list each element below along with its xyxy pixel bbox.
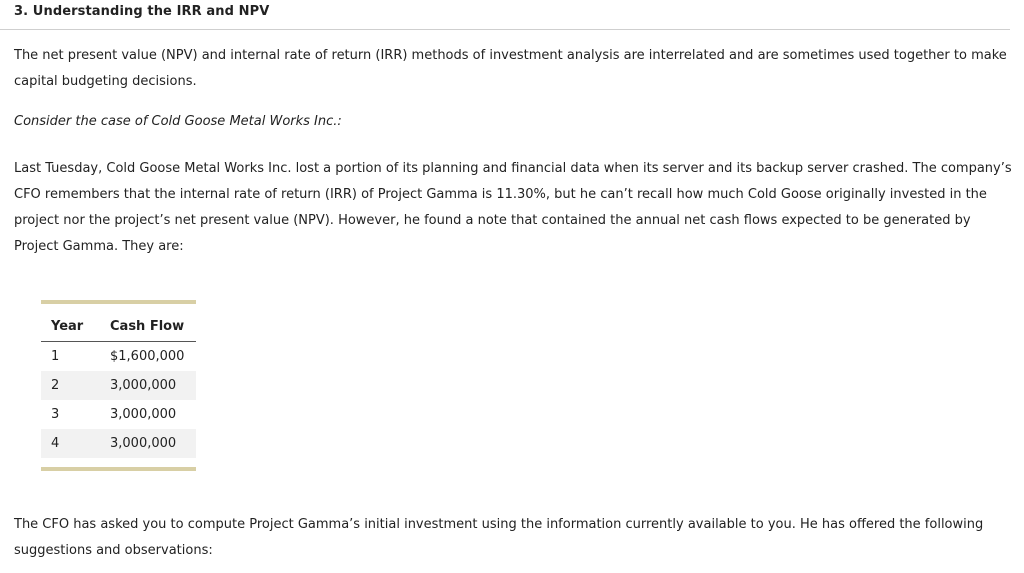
case-intro-paragraph: Consider the case of Cold Goose Metal Works Inc.: [14, 114, 342, 129]
year-column-header: Year [41, 312, 110, 342]
cash-flow-cell: 3,000,000 [110, 407, 177, 422]
year-cell: 2 [41, 371, 110, 400]
cash-flow-table [41, 312, 196, 458]
table-header-row [41, 312, 196, 342]
section-heading: 3. Understanding the IRR and NPV [14, 4, 270, 19]
cash-flow-cell: $1,600,000 [110, 349, 185, 364]
table-top-bar [41, 300, 196, 304]
table-row [41, 400, 196, 429]
request-paragraph: The CFO has asked you to compute Project Gamma’s initial investment using the information currently available to you. He has offered the following suggestions and observations: [14, 517, 984, 558]
table-row [41, 429, 196, 458]
year-cell: 3 [51, 407, 60, 422]
cash-flow-table-container [41, 300, 196, 471]
cash-flow-cell: 3,000,000 [110, 429, 196, 458]
table-row [41, 342, 196, 372]
cash-flow-column-header: Cash Flow [110, 312, 196, 342]
year-cell: 1 [51, 349, 60, 364]
intro-paragraph: The net present value (NPV) and internal rate of return (IRR) methods of investment analysis are interrelated and are sometimes used together to make capital budgeting decisions. [14, 48, 1007, 89]
table-bottom-bar [41, 467, 196, 471]
cash-flow-cell: 3,000,000 [110, 371, 196, 400]
table-row [41, 371, 196, 400]
heading-divider [0, 29, 1010, 30]
story-paragraph: Last Tuesday, Cold Goose Metal Works Inc. lost a portion of its planning and financial data when its server and its backup server crashed. The company’s CFO remembers that the internal rate of return (IRR) of Project Gamma is 11.30%, but he can’t recall how much Cold Goose originally invested in the project nor the project’s net present value (NPV). However, he found a note that contained the annual net cash flows expected to be generated by Project Gamma. They are: [14, 161, 1012, 254]
year-cell: 4 [41, 429, 110, 458]
